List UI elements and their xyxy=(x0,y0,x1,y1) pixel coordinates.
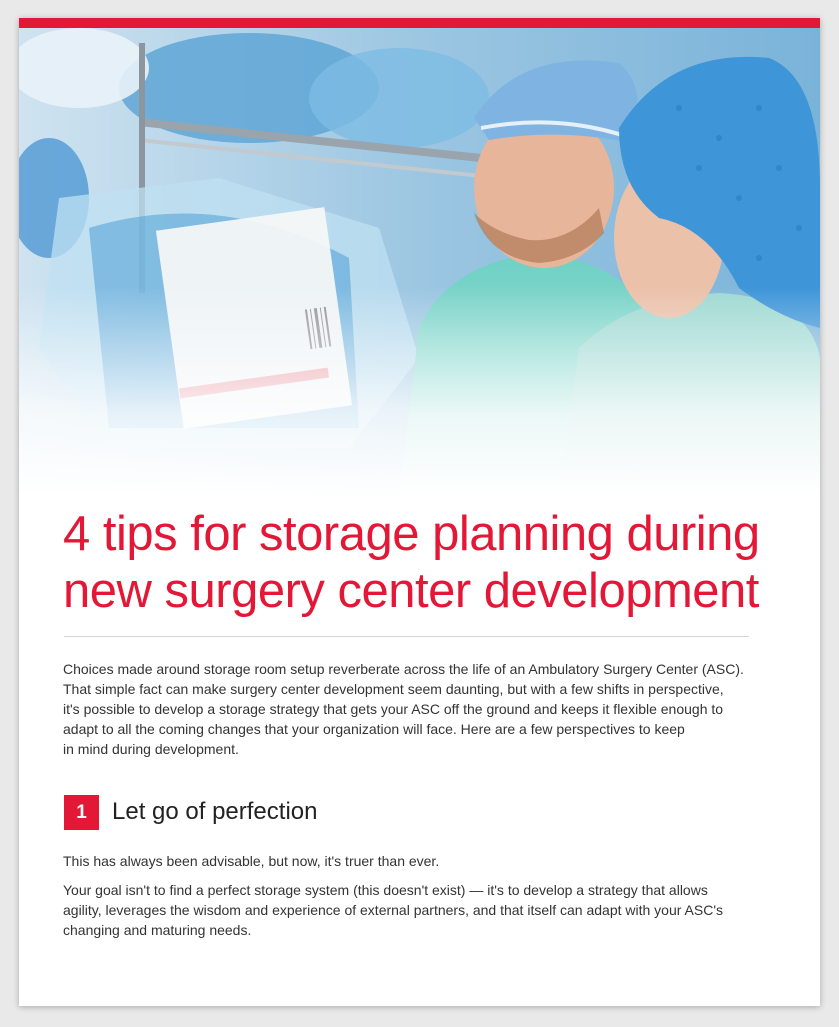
title-line-1: 4 tips for storage planning during xyxy=(63,507,760,561)
title-divider xyxy=(64,636,749,637)
page-title xyxy=(63,506,783,620)
hero-illustration xyxy=(19,28,820,498)
intro-line: Choices made around storage room setup reverberate across the life of an Ambulatory Surgery Center (ASC). xyxy=(63,661,744,677)
tip-1-paragraph-2 xyxy=(63,880,763,940)
paragraph-line: agility, leverages the wisdom and experience of external partners, and that itself can adapt with your ASC's xyxy=(63,902,723,918)
title-line-2: new surgery center development xyxy=(63,564,759,618)
hero-photo xyxy=(19,28,820,498)
top-accent-bar xyxy=(19,18,820,28)
intro-line: it's possible to develop a storage strategy that gets your ASC off the ground and keeps it flexible enough to xyxy=(63,701,724,717)
paragraph-line: changing and maturing needs. xyxy=(63,922,252,938)
document-page xyxy=(19,18,820,1006)
paragraph-line: Your goal isn't to find a perfect storage system (this doesn't exist) — it's to develop a strategy that allows xyxy=(63,882,708,898)
intro-line: That simple fact can make surgery center development seem daunting, but with a few shifts in perspective, xyxy=(63,681,724,697)
intro-line: in mind during development. xyxy=(63,741,239,757)
intro-line: adapt to all the coming changes that your organization will face. Here are a few perspectives to keep xyxy=(63,721,685,737)
tip-1-heading: Let go of perfection xyxy=(112,798,318,825)
tip-number-badge: 1 xyxy=(64,795,99,830)
intro-paragraph xyxy=(63,659,763,759)
tip-1-paragraph-1: This has always been advisable, but now, it's truer than ever. xyxy=(63,853,440,869)
